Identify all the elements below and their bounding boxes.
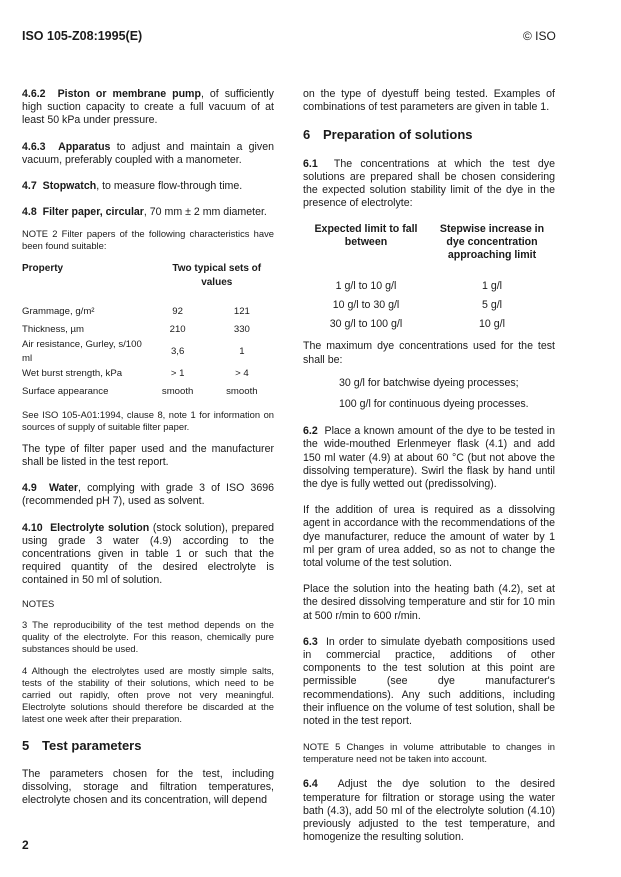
heating-bath-text: Place the solution into the heating bath (4.2), set at the desired dissolving temperature and stir for 10 min at 500 r/min to 600 r/min. <box>303 583 555 622</box>
clause-6-3 <box>303 636 555 728</box>
clause-text: Adjust the dye solution to the desired temperature for filtration or storage using the water bath (4.3), add 50 ml of the electrolyte solution (4.10) previously adjusted to the test temperature, and homogenize the resulting solution. <box>303 778 555 844</box>
clause-title: Filter paper, circular <box>42 206 144 219</box>
clause-number: 6.3 <box>303 635 318 648</box>
value-cell: 1 <box>239 346 245 358</box>
clause-4-7 <box>22 180 274 193</box>
property-cell: Thickness, µm <box>22 323 85 335</box>
clause-number: 4.9 <box>22 482 37 495</box>
standard-id: ISO 105-Z08:1995(E) <box>22 29 143 43</box>
clause-number: 4.10 <box>22 521 43 534</box>
table-row <box>22 365 274 383</box>
section-title: Preparation of solutions <box>323 127 473 143</box>
filter-paper-table <box>22 262 274 400</box>
table-row <box>22 383 274 401</box>
clause-text: , to measure flow-through time. <box>96 180 243 193</box>
clause-text: The concentrations at which the test dye solutions are prepared shall be chosen considering the expected solution stability limit of the dye in the presence of electrolyte: <box>303 157 555 210</box>
value-cell: smooth <box>161 386 194 398</box>
value-cell: 3,6 <box>170 346 185 358</box>
clause-number: 4.6.2 <box>22 88 46 100</box>
clause-text: , 70 mm ± 2 mm diameter. <box>143 206 267 219</box>
clause-number: 4.8 <box>22 206 37 219</box>
section-6-heading <box>303 128 555 141</box>
clause-title: Apparatus <box>58 140 111 153</box>
table-row <box>22 338 274 364</box>
table-row <box>22 302 274 320</box>
max-conc-text: The maximum dye concentrations used for the test shall be: <box>303 340 555 366</box>
property-cell: Air resistance, Gurley, s/100 ml <box>22 339 142 364</box>
clause-4-9 <box>22 482 274 508</box>
value-cell: > 1 <box>170 368 185 380</box>
iso-copyright-mark: © ISO <box>523 29 556 43</box>
clause-number: 4.7 <box>22 180 37 193</box>
note-5: NOTE 5 Changes in volume attributable to changes in temperature need not be taken into account. <box>303 741 555 765</box>
table-header-property: Property <box>22 263 64 275</box>
value-cell: 210 <box>169 323 186 335</box>
step-cell: 10 g/l <box>479 318 505 331</box>
table-row <box>303 315 555 334</box>
clause-6-2 <box>303 425 555 491</box>
property-cell: Grammage, g/m² <box>22 305 95 317</box>
clause-6-4 <box>303 778 555 844</box>
table-row <box>303 296 555 315</box>
value-cell: 330 <box>233 323 250 335</box>
table-row <box>22 320 274 338</box>
clause-text: to adjust and maintain a given vacuum, preferably coupled with a manometer. <box>22 140 274 166</box>
clause-title: Water <box>48 482 79 495</box>
clause-text: In order to simulate dyebath compositions used in commercial practice, additions of other components to the test solution at this point are permissible (see dye manufacturer's recommendations). Any such additions, including their influence on the volume of test solution, shall be noted in the test report. <box>303 635 555 728</box>
concentration-table <box>303 223 555 334</box>
clause-title: Stopwatch <box>42 180 97 193</box>
value-cell: 121 <box>233 305 250 317</box>
table-header-limit: Expected limit to fall between <box>314 223 418 249</box>
clause-title: Piston or membrane pump <box>57 88 201 100</box>
max-cont-text: 100 g/l for continuous dyeing processes. <box>339 398 529 411</box>
section-number: 6 <box>303 127 311 143</box>
filter-report-text: The type of filter paper used and the manufacturer shall be listed in the test report. <box>22 442 274 469</box>
section-5-continued: on the type of dyestuff being tested. Examples of combinations of test parameters are given in table 1. <box>303 88 555 114</box>
section-title: Test parameters <box>42 737 142 753</box>
max-batch-text: 30 g/l for batchwise dyeing processes; <box>339 376 519 389</box>
clause-number: 6.1 <box>303 157 318 170</box>
clause-text: Place a known amount of the dye to be tested in the wide-mouthed Erlenmeyer flask (4.1) and add 150 ml water (4.9) at about 60 °C (but not above the dissolving temperature). Swirl the flask by hand until the dye is fully wetted out (predissolving). <box>303 425 555 491</box>
clause-4-6-3 <box>22 141 274 167</box>
section-5-heading <box>22 739 274 752</box>
right-column <box>303 88 555 857</box>
range-cell: 1 g/l to 10 g/l <box>335 280 397 293</box>
table-row <box>303 277 555 296</box>
clause-4-8 <box>22 206 274 219</box>
step-cell: 1 g/l <box>481 280 503 293</box>
value-cell: 92 <box>172 305 183 317</box>
value-cell: smooth <box>226 386 258 398</box>
table-header-values: Two typical sets of values <box>172 263 262 288</box>
step-cell: 5 g/l <box>481 299 503 312</box>
table-header-step: Stepwise increase in dye concentration approaching limit <box>439 223 545 262</box>
clause-text: , of sufficiently high suction capacity to create a full vacuum of at least 50 kPa under pressure. <box>22 88 274 127</box>
section-number: 5 <box>22 737 30 753</box>
urea-text: If the addition of urea is required as a dissolving agent in accordance with the recommendations of the dye manufacturer, reduce the amount of water by 1 ml per gram of urea added, so as not to change the total volume of the test solution. <box>303 504 555 570</box>
clause-number: 6.2 <box>303 425 318 438</box>
note-2: NOTE 2 Filter papers of the following characteristics have been found suitable: <box>22 228 274 252</box>
clause-number: 4.6.3 <box>22 140 46 153</box>
note-4: 4 Although the electrolytes used are mostly simple salts, tests of the stability of their solutions, which need to be carried out rapidly, often prove not very meaningful. Electrolyte solutions should therefore be discarded at the latest one week after their preparation. <box>22 664 274 724</box>
range-cell: 10 g/l to 30 g/l <box>332 299 400 312</box>
range-cell: 30 g/l to 100 g/l <box>329 318 403 331</box>
property-cell: Surface appearance <box>22 386 109 398</box>
clause-text: (stock solution), prepared using grade 3 water (4.9) according to the concentrations given in table 1 or such that the required quantity of the desired electrolyte is contained in 50 ml of solution. <box>22 521 274 587</box>
clause-6-1 <box>303 158 555 211</box>
section-5-text: The parameters chosen for the test, including dissolving, storage and filtration temperatures, electrolyte chosen and its concentration, will depend <box>22 767 274 807</box>
clause-4-10 <box>22 522 274 588</box>
property-cell: Wet burst strength, kPa <box>22 368 123 380</box>
page-number: 2 <box>22 838 29 852</box>
note-3: 3 The reproducibility of the test method depends on the quality of the electrolyte. For this reason, chemically pure substances should be used. <box>22 618 274 654</box>
left-column <box>22 88 274 820</box>
value-cell: > 4 <box>235 368 249 380</box>
clause-title: Electrolyte solution <box>50 521 150 534</box>
see-note: See ISO 105-A01:1994, clause 8, note 1 for information on sources of supply of suitable filter paper. <box>22 408 274 432</box>
clause-text: , complying with grade 3 of ISO 3696 (recommended pH 7), used as solvent. <box>22 482 274 508</box>
clause-number: 6.4 <box>303 778 318 791</box>
notes-heading: NOTES <box>22 597 55 609</box>
clause-4-6-2 <box>22 88 274 128</box>
